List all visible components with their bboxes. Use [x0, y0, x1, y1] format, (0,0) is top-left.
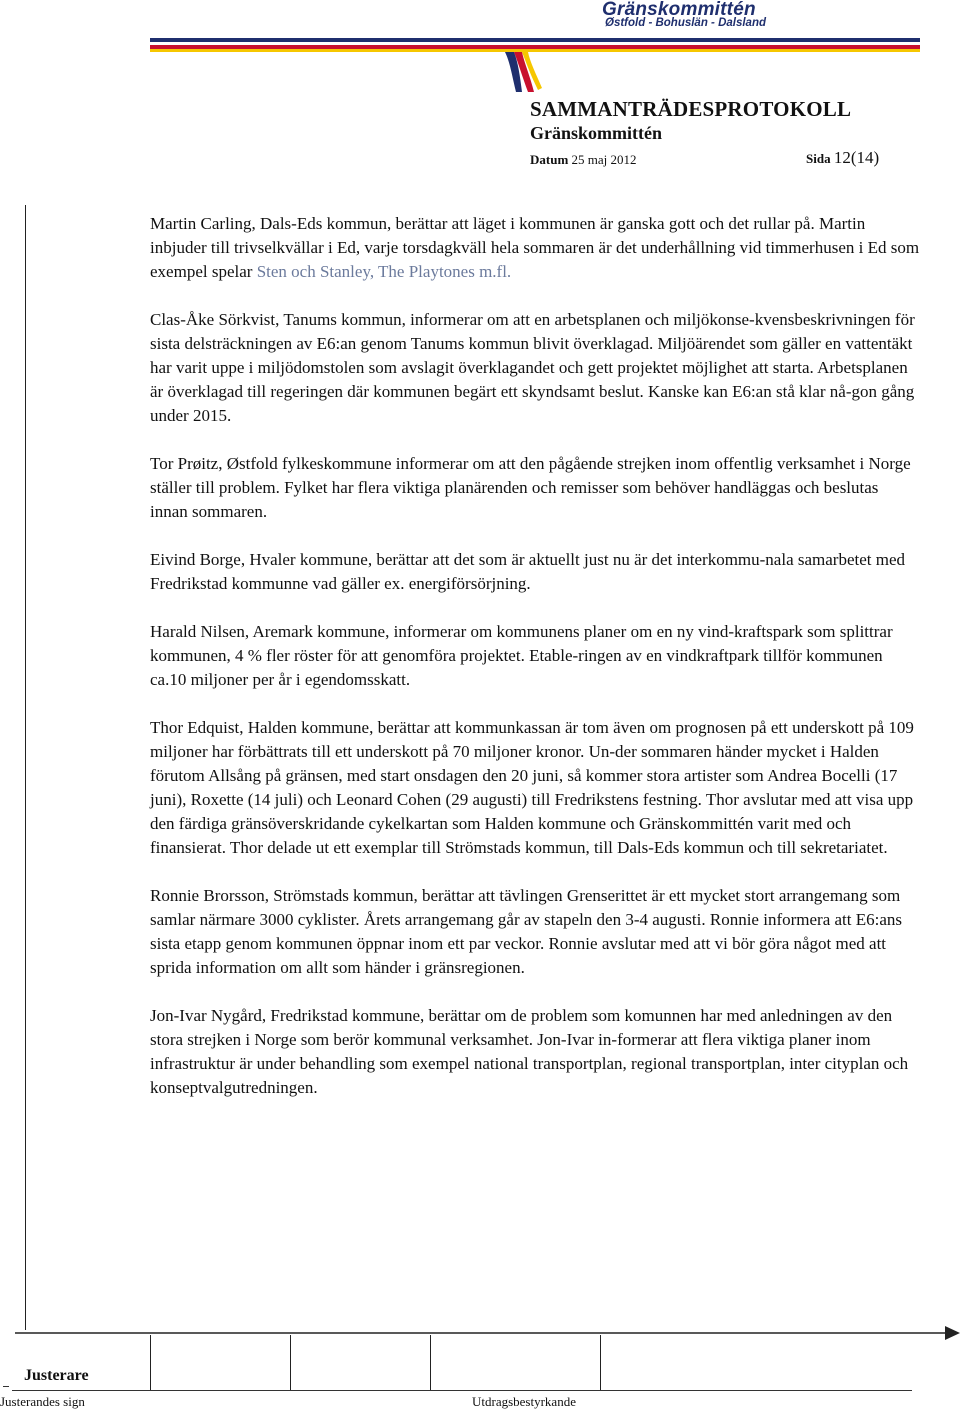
date-value: 25 maj 2012	[571, 152, 637, 167]
paragraph-martin-carling	[150, 212, 920, 284]
page-number	[806, 148, 879, 168]
highlighted-text: Sten och Stanley, The Playtones m.fl.	[256, 262, 512, 281]
paragraph-harald-nilsen: Harald Nilsen, Aremark kommune, informerar om kommunens planer om en ny vind-kraftspark som splittrar kommunen, 4 % fler röster för att genomföra projektet. Etable-ringen av en vindkraftpark tillför kommunen ca.10 miljoner per år i egendomsskatt.	[150, 622, 893, 689]
paragraph-clas-ake-sorkvist: Clas-Åke Sörkvist, Tanums kommun, informerar om att en arbetsplanen och miljökonse-kvensbeskrivningen för sista delsträckningen av E6:an genom Tanums kommun blivit överklagad. Miljöärendet som gäller en vattentäkt har varit uppe i miljödomstolen som avslagit överklagandet och gett projektet möjlighet att starta. Arbetsplanen är överklagad till regeringen där kommunen begärt ett skyndsamt beslut. Kanske kan E6:an stå klar nå-gon gång under 2015.	[150, 310, 915, 425]
paragraph-jon-ivar-nygard: Jon-Ivar Nygård, Fredrikstad kommune, berättar om de problem som komunnen har med anledningen av den stora strejken i Norge som berör kommunal verksamhet. Jon-Ivar in-formerar att flera viktiga planer inom infrastruktur är under behandling som exempel national transportplan, regional transportplan, inter cityplan och konseptvalgutredningen.	[150, 1006, 909, 1097]
paragraph-tor-proitz: Tor Prøitz, Østfold fylkeskommune informerar om att den pågående strejken inom offentlig verksamhet i Norge ställer till problem. Fylket har flera viktiga planärenden och remisser som behöver handläggas och beslutas innan sommaren.	[150, 454, 911, 521]
logo-ribbon-graphic	[150, 0, 920, 95]
footer-divider	[150, 1335, 151, 1390]
date-label: Datum	[530, 152, 569, 167]
utdragsbestyrkande-label: Utdragsbestyrkande	[472, 1394, 576, 1409]
logo-title: Gränskommittén	[602, 0, 756, 20]
logo	[150, 0, 920, 95]
footer-arrow-line	[15, 1323, 960, 1343]
page-value: 12(14)	[833, 148, 880, 167]
paragraph-eivind-borge: Eivind Borge, Hvaler kommune, berättar att det som är aktuellt just nu är det interkommu-nala samarbetet med Fredrikstad kommunne vad gäller ex. energiförsörjning.	[150, 550, 906, 593]
date-line	[530, 152, 637, 168]
footer-tick	[3, 1386, 9, 1387]
document-title: SAMMANTRÄDESPROTOKOLL	[530, 97, 852, 121]
logo-subtitle: Østfold - Bohuslän - Dalsland	[605, 17, 767, 29]
justerandes-sign-label: Justerandes sign	[0, 1394, 85, 1409]
justerare-label: Justerare	[24, 1367, 89, 1384]
footer-divider	[290, 1335, 291, 1390]
left-margin-rule	[25, 205, 26, 1330]
paragraph-ronnie-brorsson: Ronnie Brorsson, Strömstads kommun, berättar att tävlingen Grenserittet är ett mycket stort arrangemang som samlar närmare 3000 cyklister. Årets arrangemang går av stapeln den 3-4 augusti. Ronnie informera att E6:ans sista etapp genom kommunen öppnar inom ett par veckor. Ronnie avslutar med att vi bör göra något med att sprida information om allt som händer i gränsregionen.	[150, 886, 903, 977]
paragraph-text: Martin Carling, Dals-Eds kommun, berättar att läget i kommunen är ganska gott och det rullar på. Martin inbjuder till trivselkvällar i Ed, varje torsdagkväll hela sommaren är det underhållning vid timmerhusen i Ed som exempel spelar	[150, 214, 920, 281]
footer-divider	[430, 1335, 431, 1390]
footer-divider	[600, 1335, 601, 1390]
page-label: Sida	[806, 151, 831, 166]
footer-rule	[12, 1390, 912, 1391]
organization-name: Gränskommittén	[530, 123, 662, 143]
paragraph-thor-edquist: Thor Edquist, Halden kommune, berättar att kommunkassan är tom även om prognosen på ett underskott på 109 miljoner har förbättrats till ett underskott på 70 miljoner kronor. Un-der sommaren händer mycket i Halden förutom Allsång på gränsen, med start onsdagen den 20 juni, så kommer stora artister som Andrea Bocelli (17 juni), Roxette (14 juli) och Leonard Cohen (29 augusti) till Fredrikstens festning. Thor avslutar med att visa upp den färdiga gränsöverskridande cykelkartan som Halden kommune och Gränskommittén varit med och finansierat. Thor delade ut ett exemplar till Strömstads kommun, till Dals-Eds kommun och till sekretariatet.	[150, 718, 914, 857]
minutes-body	[150, 212, 920, 1124]
